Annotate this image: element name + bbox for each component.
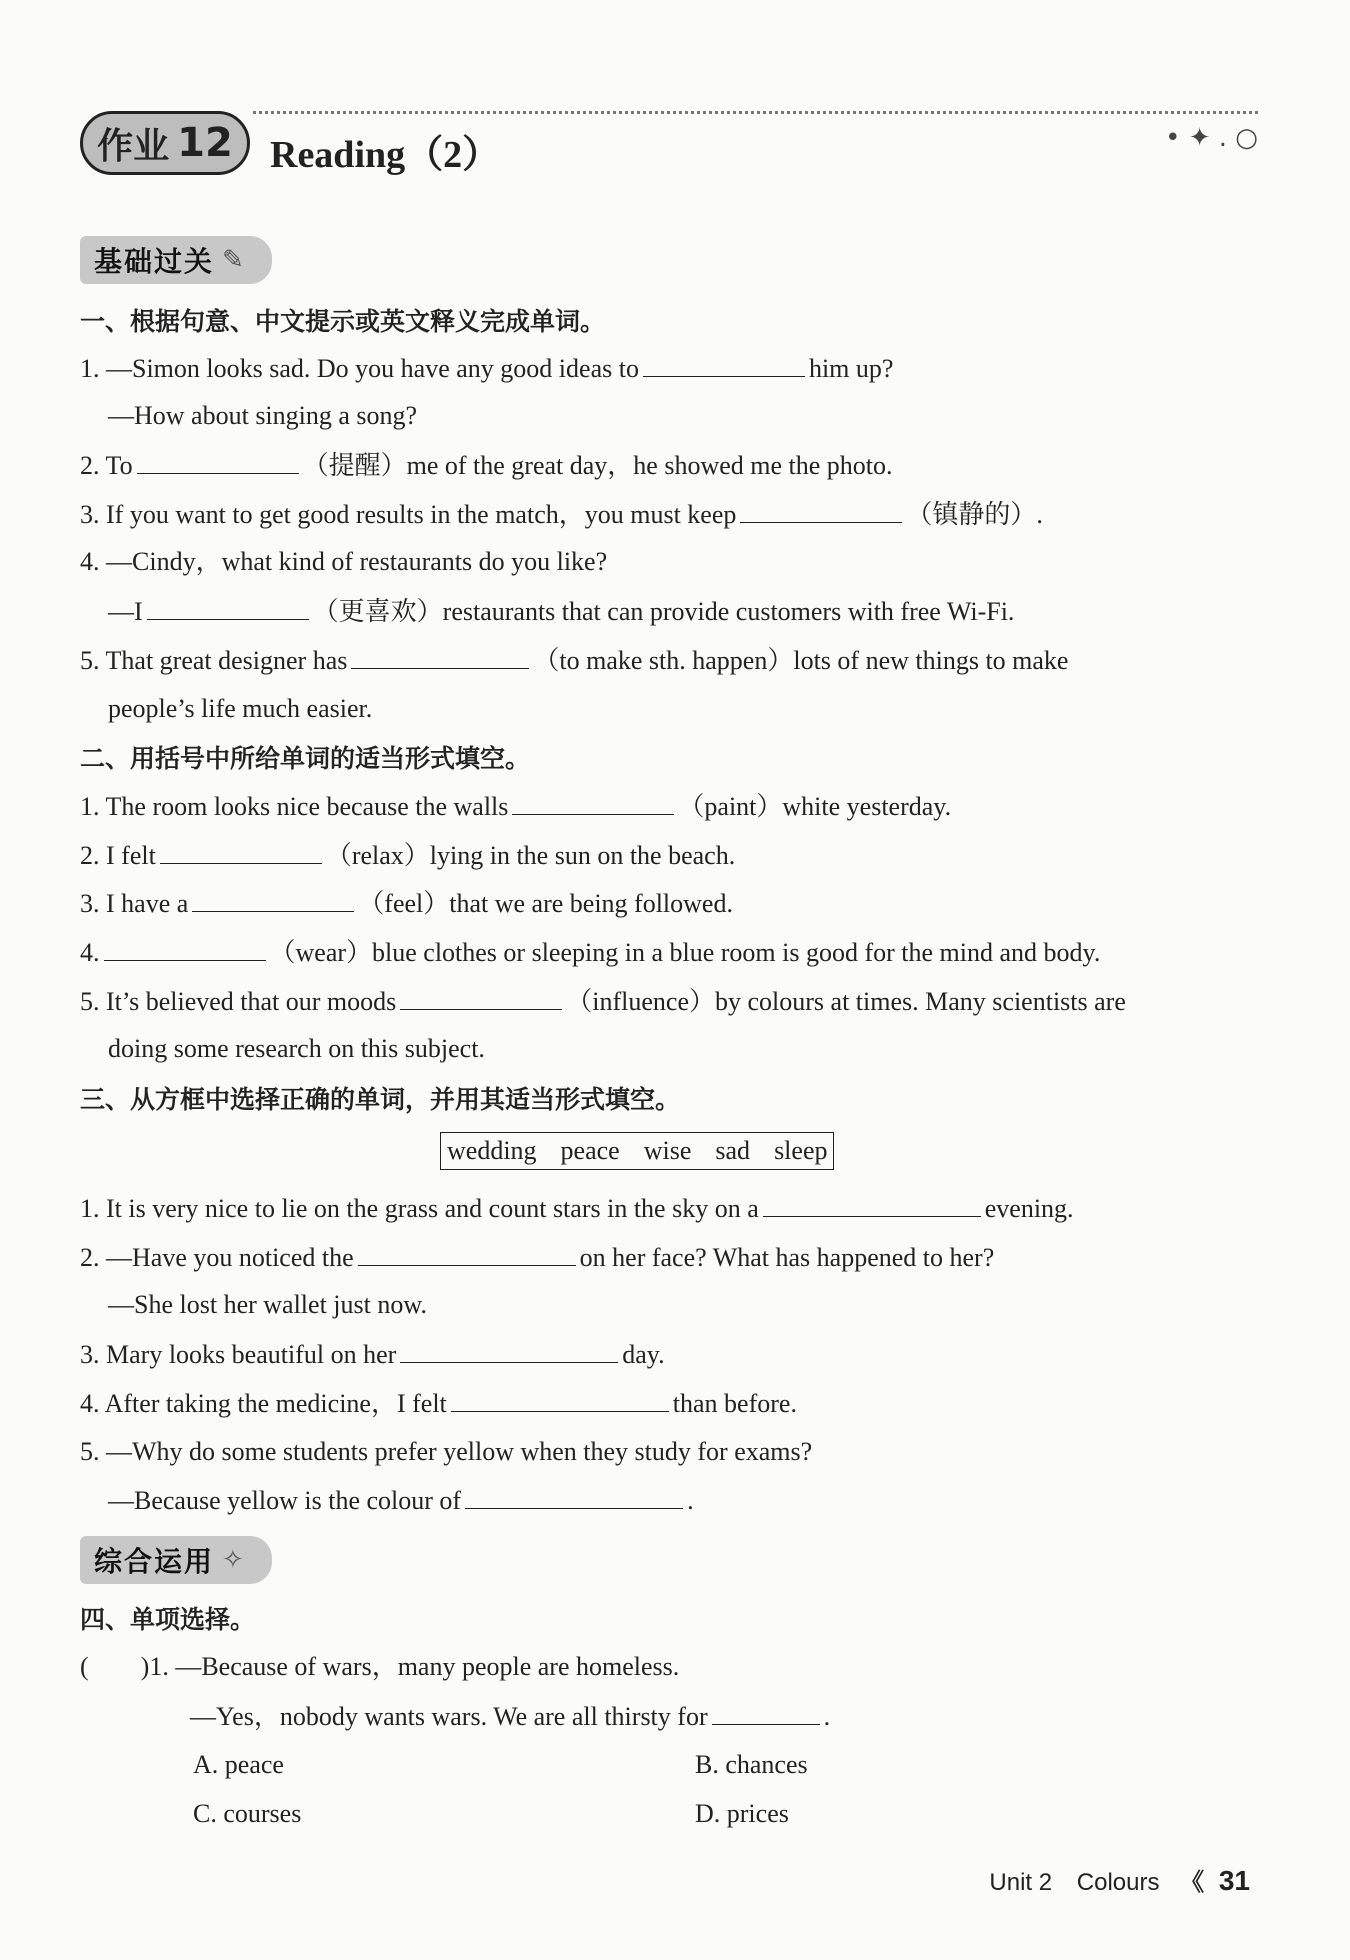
part2-q3: 3. I have a （feel）that we are being followed. bbox=[80, 883, 1260, 924]
answer-blank[interactable] bbox=[192, 883, 354, 912]
homework-label: 作业 bbox=[97, 125, 170, 167]
part3-q2: 2. —Have you noticed the on her face? What has happened to her? bbox=[80, 1237, 1260, 1278]
option-d[interactable]: D. prices bbox=[695, 1799, 789, 1828]
part1-q5-cont: people’s life much easier. bbox=[108, 694, 373, 723]
answer-blank[interactable] bbox=[512, 786, 674, 815]
page-number: 31 bbox=[1218, 1865, 1250, 1896]
option-a[interactable]: A. peace bbox=[193, 1750, 284, 1779]
answer-blank[interactable] bbox=[147, 591, 309, 620]
section-comprehensive-label: 综合运用 bbox=[94, 1545, 215, 1578]
page-header bbox=[78, 105, 1258, 185]
part1-q4: 4. —Cindy，what kind of restaurants do you like? bbox=[80, 547, 608, 576]
footer-topic: Colours bbox=[1076, 1869, 1160, 1896]
part2-q1: 1. The room looks nice because the walls （paint）white yesterday. bbox=[80, 786, 1260, 827]
part1-q4-reply: —I （更喜欢）restaurants that can provide customers with free Wi-Fi. bbox=[108, 591, 1288, 632]
section-comprehensive-tag bbox=[80, 1536, 272, 1584]
part1-q1: 1. —Simon looks sad. Do you have any good ideas to him up? bbox=[80, 348, 1260, 389]
answer-blank[interactable] bbox=[400, 1334, 618, 1363]
option-c[interactable]: C. courses bbox=[193, 1799, 302, 1828]
part3-q3: 3. Mary looks beautiful on her day. bbox=[80, 1334, 1260, 1375]
answer-blank[interactable] bbox=[137, 445, 299, 474]
part1-heading: 一、根据句意、中文提示或英文释义完成单词。 bbox=[80, 307, 606, 336]
section-basic-tag bbox=[80, 236, 272, 284]
answer-blank[interactable] bbox=[351, 640, 529, 669]
word-bank-item: sleep bbox=[774, 1136, 828, 1165]
part2-q2: 2. I felt （relax）lying in the sun on the beach. bbox=[80, 835, 1260, 876]
part3-q4: 4. After taking the medicine，I felt than before. bbox=[80, 1383, 1260, 1424]
homework-badge bbox=[80, 111, 250, 175]
part4-heading: 四、单项选择。 bbox=[80, 1605, 256, 1634]
double-chevron-left-icon: 《 bbox=[1180, 1869, 1205, 1896]
answer-blank[interactable] bbox=[465, 1480, 683, 1509]
sparkle-decoration-icon: • ✦ . ○ bbox=[1165, 123, 1258, 153]
part1-q3: 3. If you want to get good results in the match，you must keep （镇静的）. bbox=[80, 494, 1260, 535]
header-dotted-line bbox=[253, 111, 1258, 114]
part4-q1-reply: —Yes，nobody wants wars. We are all thirsty for . bbox=[190, 1696, 1350, 1737]
page-footer bbox=[989, 1862, 1250, 1897]
part3-q5-reply: —Because yellow is the colour of . bbox=[108, 1480, 1288, 1521]
option-b[interactable]: B. chances bbox=[695, 1750, 808, 1779]
part1-q2: 2. To （提醒）me of the great day，he showed me the photo. bbox=[80, 445, 1260, 486]
part2-heading: 二、用括号中所给单词的适当形式填空。 bbox=[80, 744, 531, 773]
answer-blank[interactable] bbox=[763, 1188, 981, 1217]
part2-q4: 4. （wear）blue clothes or sleeping in a blue room is good for the mind and body. bbox=[80, 932, 1260, 973]
answer-blank[interactable] bbox=[160, 835, 322, 864]
part1-q1-reply: —How about singing a song? bbox=[108, 401, 418, 430]
answer-blank[interactable] bbox=[104, 932, 266, 961]
footer-unit: Unit 2 bbox=[989, 1869, 1053, 1896]
part3-q2-reply: —She lost her wallet just now. bbox=[108, 1290, 427, 1319]
word-bank-item: sad bbox=[715, 1136, 751, 1165]
word-bank-box bbox=[440, 1132, 834, 1170]
part3-heading: 三、从方框中选择正确的单词，并用其适当形式填空。 bbox=[80, 1085, 681, 1114]
word-bank-item: peace bbox=[560, 1136, 620, 1165]
answer-blank[interactable] bbox=[712, 1696, 820, 1725]
word-bank-item: wedding bbox=[447, 1136, 537, 1165]
part3-q1: 1. It is very nice to lie on the grass and count stars in the sky on a evening. bbox=[80, 1188, 1260, 1229]
sparkle-icon: ✧ bbox=[222, 1545, 246, 1575]
section-basic-label: 基础过关 bbox=[94, 245, 215, 278]
answer-blank[interactable] bbox=[643, 348, 805, 377]
part1-q5: 5. That great designer has （to make sth. happen）lots of new things to make bbox=[80, 640, 1260, 681]
answer-blank[interactable] bbox=[400, 981, 562, 1010]
part3-q5: 5. —Why do some students prefer yellow when they study for exams? bbox=[80, 1437, 813, 1466]
part2-q5: 5. It’s believed that our moods （influence）by colours at times. Many scientists are bbox=[80, 981, 1260, 1022]
word-bank-item: wise bbox=[643, 1136, 692, 1165]
homework-number: 12 bbox=[177, 120, 233, 166]
answer-blank[interactable] bbox=[740, 494, 902, 523]
page-title: Reading（2） bbox=[270, 134, 501, 176]
part4-q1: ( )1. —Because of wars，many people are homeless. bbox=[80, 1652, 680, 1681]
part2-q5-cont: doing some research on this subject. bbox=[108, 1034, 485, 1063]
pencil-icon: ✎ bbox=[222, 245, 246, 275]
answer-blank[interactable] bbox=[451, 1383, 669, 1412]
answer-blank[interactable] bbox=[358, 1237, 576, 1266]
